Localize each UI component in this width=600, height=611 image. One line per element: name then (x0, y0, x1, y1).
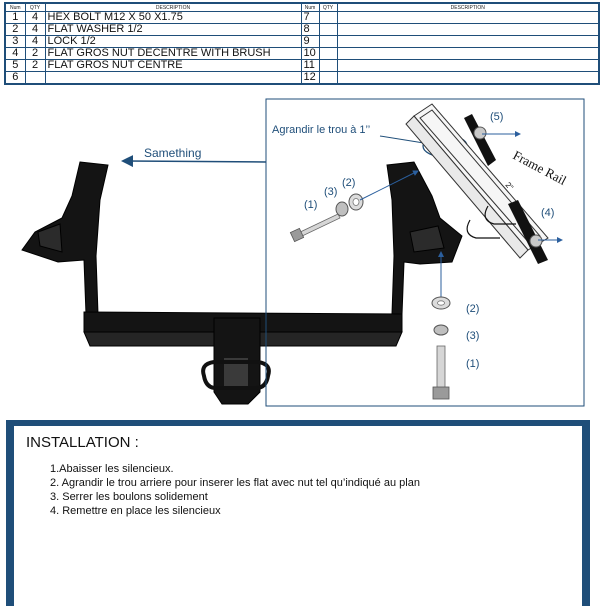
row-num: 2 (5, 24, 25, 36)
row-qty: 4 (25, 12, 45, 24)
installation-panel-body (14, 426, 582, 606)
dimension-label: 2" (503, 180, 516, 192)
row-description-2 (337, 24, 599, 36)
row-qty: 4 (25, 36, 45, 48)
lower-fastener-stack (432, 297, 450, 399)
frame-rail-label: Frame Rail (510, 147, 569, 188)
installation-title: INSTALLATION : (26, 434, 139, 451)
header-num: Num (5, 3, 25, 12)
installation-panel (6, 420, 590, 606)
header-description-2: DESCRIPTION (337, 3, 599, 12)
table-row (5, 12, 599, 24)
row-description-2 (337, 72, 599, 85)
table-row (5, 36, 599, 48)
lower-callout-part-2: (2) (466, 303, 480, 315)
row-qty: 2 (25, 60, 45, 72)
left-bracket (22, 162, 108, 314)
table-row (5, 24, 599, 36)
upper-callout-part-1: (1) (304, 199, 318, 211)
row-num: 5 (5, 60, 25, 72)
direction-arrow-label: Samething (144, 146, 202, 160)
row-description-2 (337, 48, 599, 60)
table-row (5, 72, 599, 85)
lower-callout-part-3: (3) (466, 330, 480, 342)
list-item: 1.Abaisser les silencieux. (50, 463, 174, 475)
row-num-2: 9 (301, 36, 319, 48)
header-qty-2: QTY (319, 3, 337, 12)
row-qty (25, 72, 45, 85)
row-num-2: 12 (301, 72, 319, 85)
lower-callout-part-1: (1) (466, 358, 480, 370)
table-row (5, 48, 599, 60)
callout-label: Agrandir le trou à 1’’ (272, 124, 371, 136)
header-num-2: Num (301, 3, 319, 12)
row-qty: 4 (25, 24, 45, 36)
row-description-2 (337, 12, 599, 24)
row-description: FLAT GROS NUT DECENTRE WITH BRUSH (45, 48, 301, 60)
row-qty-2 (319, 72, 337, 85)
upper-callout-part-2: (2) (342, 177, 356, 189)
parts-table (4, 2, 600, 85)
row-num: 6 (5, 72, 25, 85)
list-item: 3. Serrer les boulons solidement (50, 491, 208, 503)
callout-part-4: (4) (541, 207, 555, 219)
row-num: 4 (5, 48, 25, 60)
trailer-hitch (22, 162, 462, 404)
callout-part-5: (5) (490, 111, 504, 123)
row-qty-2 (319, 24, 337, 36)
row-num: 3 (5, 36, 25, 48)
upper-fastener-stack (290, 194, 363, 242)
row-description: FLAT WASHER 1/2 (45, 24, 301, 36)
hitch-installation-diagram (0, 96, 600, 412)
row-qty-2 (319, 12, 337, 24)
row-description (45, 72, 301, 85)
row-num: 1 (5, 12, 25, 24)
header-qty: QTY (25, 3, 45, 12)
row-description-2 (337, 36, 599, 48)
row-description: FLAT GROS NUT CENTRE (45, 60, 301, 72)
row-qty-2 (319, 60, 337, 72)
row-qty-2 (319, 48, 337, 60)
row-description-2 (337, 60, 599, 72)
list-item: 4. Remettre en place les silencieux (50, 505, 221, 517)
row-num-2: 10 (301, 48, 319, 60)
table-row (5, 60, 599, 72)
installation-steps (50, 462, 420, 518)
list-item: 2. Agrandir le trou arriere pour inserer les flat avec nut tel qu’indiqué au plan (50, 477, 420, 489)
row-description: HEX BOLT M12 X 50 X1.75 (45, 12, 301, 24)
row-qty: 2 (25, 48, 45, 60)
parts-table-header (5, 3, 599, 12)
header-description: DESCRIPTION (45, 3, 301, 12)
row-num-2: 8 (301, 24, 319, 36)
row-num-2: 11 (301, 60, 319, 72)
upper-callout-part-3: (3) (324, 186, 338, 198)
row-description: LOCK 1/2 (45, 36, 301, 48)
row-qty-2 (319, 36, 337, 48)
row-num-2: 7 (301, 12, 319, 24)
direction-arrow (124, 161, 266, 162)
